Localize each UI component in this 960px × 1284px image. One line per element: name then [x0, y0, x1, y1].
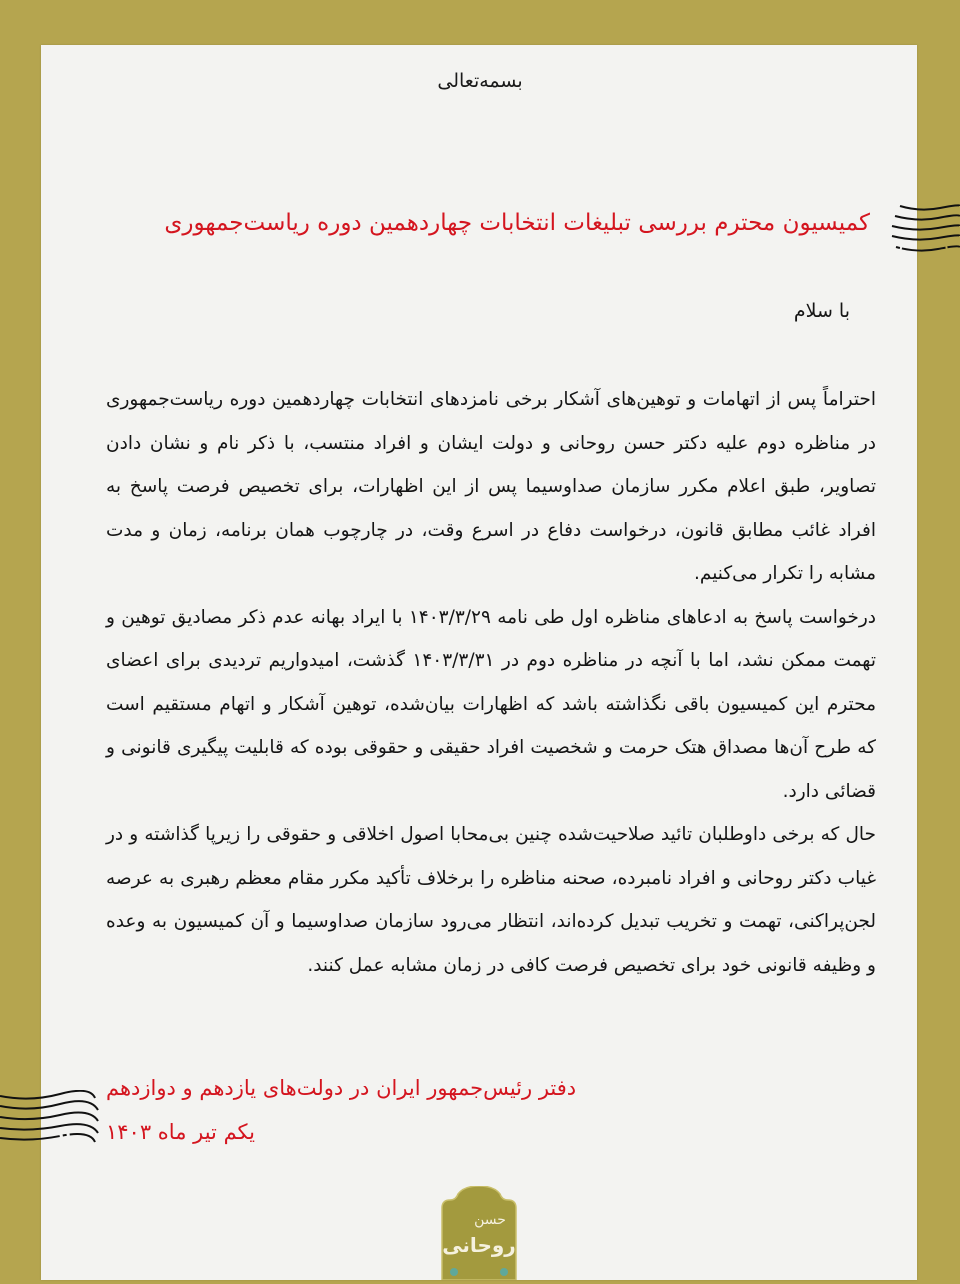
greeting: با سلام	[793, 300, 850, 322]
addressee-heading: کمیسیون محترم بررسی تبلیغات انتخابات چهاردهمین دوره ریاست‌جمهوری	[164, 210, 870, 236]
postmark-lines-bottom-left-icon	[0, 1090, 100, 1150]
logo-text-first: حسن	[474, 1212, 506, 1228]
signature-office: دفتر رئیس‌جمهور ایران در دولت‌های یازدهم و دوازدهم	[106, 1076, 577, 1100]
signature-block	[106, 1066, 666, 1154]
body-paragraph-3: حال که برخی داوطلبان تائید صلاحیت‌شده چنین بی‌محابا اصول اخلاقی و حقوقی را زیرپا گذاشته و در غیاب دکتر روحانی و افراد نامبرده، صحنه مناظره را برخلاف تأکید مکرر مقام معظم رهبری به عرصه لجن‌پراکنی، تهمت و تخریب تبدیل کرده‌اند، انتظار می‌رود سازمان صداوسیما و آن کمیسیون به وعده و وظیفه قانونی خود برای تخصیص فرصت کافی در زمان مشابه عمل کنند.	[106, 824, 876, 976]
signature-date: یکم تیر ماه ۱۴۰۳	[106, 1120, 255, 1144]
logo-text-last: روحانی	[442, 1233, 516, 1257]
body-paragraph-2: درخواست پاسخ به ادعاهای مناظره اول طی نامه ۱۴۰۳/۳/۲۹ با ایراد بهانه عدم ذکر مصادیق توهین و تهمت ممکن نشد، اما با آنچه در مناظره دوم در ۱۴۰۳/۳/۳۱ گذشت، امیدواریم تردیدی برای اعضای محترم این کمیسیون باقی نگذاشته باشد که اظهارات بیان‌شده، توهین آشکار و اتهام مستقیم است که طرح آن‌ها مصداق هتک حرمت و شخصیت افراد حقیقی و حقوقی بوده که قابلیت پیگیری قانونی و قضائی دارد.	[106, 606, 876, 802]
postmark-lines-top-right-icon	[890, 200, 960, 260]
letter-body	[106, 378, 876, 987]
rouhani-logo	[440, 1186, 518, 1280]
basmala-heading: بسمه‌تعالی	[437, 70, 523, 92]
body-paragraph-1: احتراماً پس از اتهامات و توهین‌های آشکار برخی نامزدهای انتخابات چهاردهمین دوره ریاست‌جمهوری در مناظره دوم علیه دکتر حسن روحانی و دولت ایشان و افراد منتسب، با ذکر نام و نشان دادن تصاویر، طبق اعلام مکرر سازمان صداوسیما پس از این اظهارات، برای تخصیص فرصت پاسخ به افراد غائب مطابق قانون، درخواست دفاع در اسرع وقت، در چارچوب همان برنامه، زمان و مدت مشابه را تکرار می‌کنیم.	[106, 389, 876, 584]
